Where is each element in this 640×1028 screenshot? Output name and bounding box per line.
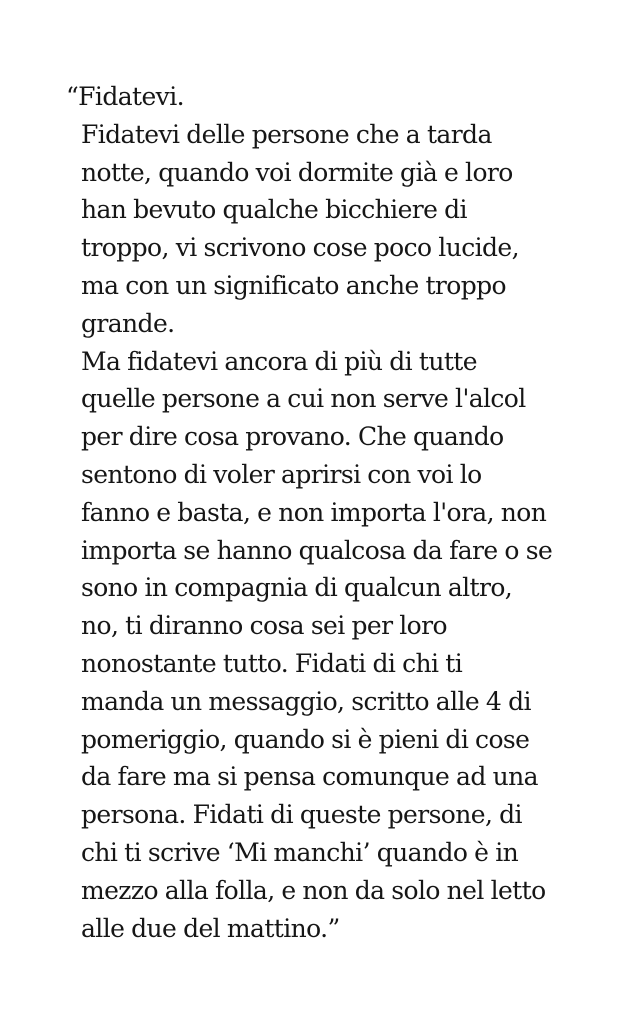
quote-line: grande.: [81, 308, 175, 338]
quote-line: sentono di voler aprirsi con voi lo: [81, 459, 482, 489]
quote-line: troppo, vi scrivono cose poco lucide,: [81, 233, 519, 263]
quote-line: nonostante tutto. Fidati di chi ti: [81, 648, 463, 678]
quote-line: importa se hanno qualcosa da fare o se: [81, 535, 553, 565]
quote-line: quelle persone a cui non serve l'alcol: [81, 384, 526, 414]
quote-line: sono in compagnia di qualcun altro,: [81, 573, 513, 603]
quote-line: da fare ma si pensa comunque ad una: [81, 762, 538, 792]
quote-line: fanno e basta, e non importa l'ora, non: [81, 497, 547, 527]
quote-line: Ma fidatevi ancora di più di tutte: [81, 346, 477, 376]
quote-line: ma con un significato anche troppo: [81, 270, 506, 300]
quote-line: per dire cosa provano. Che quando: [81, 422, 504, 452]
quote-line: no, ti diranno cosa sei per loro: [81, 611, 447, 641]
quote-line: notte, quando voi dormite già e loro: [81, 157, 513, 187]
quote-line: alle due del mattino.”: [81, 913, 340, 943]
quote-line: han bevuto qualche bicchiere di: [81, 195, 467, 225]
quote-line: persona. Fidati di queste persone, di: [81, 800, 522, 830]
quote-line: Fidatevi delle persone che a tarda: [81, 119, 492, 149]
quote-text: [66, 78, 626, 947]
quote-line: manda un messaggio, scritto alle 4 di: [81, 686, 531, 716]
quote-line: mezzo alla folla, e non da solo nel letto: [81, 875, 546, 905]
quote-line: chi ti scrive ‘Mi manchi’ quando è in: [81, 837, 519, 867]
quote-line: “Fidatevi.: [66, 82, 184, 111]
quote-line: pomeriggio, quando si è pieni di cose: [81, 724, 530, 754]
